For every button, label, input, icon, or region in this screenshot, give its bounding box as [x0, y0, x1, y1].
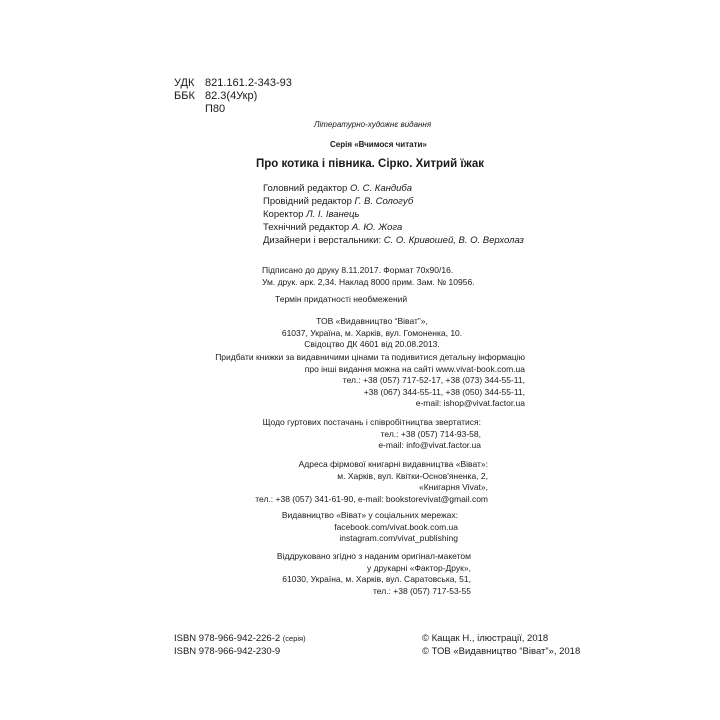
print-info-line: Підписано до друку 8.11.2017. Формат 70х90/16.	[262, 265, 454, 275]
bbk-value: 82.3(4Укр)	[205, 90, 258, 102]
printed-line: Віддруковано згідно з наданим оригінал-макетом	[276, 551, 471, 561]
credit-name: С. О. Кривошей, В. О. Верхолаз	[383, 235, 524, 246]
buy-info-line: Придбати книжки за видавничими цінами та подивитися детальну інформацію	[215, 352, 525, 362]
social-block	[250, 510, 458, 545]
print-info-line: Ум. друк. арк. 2,34. Наклад 8000 прим. Зам. № 10956.	[262, 276, 475, 287]
isbn-book	[174, 646, 280, 657]
buy-info	[214, 352, 525, 410]
credit-role: Провідний редактор	[263, 196, 352, 207]
isbn-series	[174, 633, 306, 644]
credit-role: Коректор	[263, 209, 304, 220]
credit-designers	[263, 235, 524, 246]
copyright-publisher: © ТОВ «Видавництво “Віват”», 2018	[422, 646, 581, 657]
buy-info-line: e-mail: ishop@vivat.factor.ua	[415, 398, 525, 408]
publisher-block	[262, 316, 482, 351]
edition-type: Літературно-художнє видання	[314, 120, 432, 129]
credit-role: Головний редактор	[263, 183, 348, 194]
copyright-illustrations: © Кащак Н., ілюстрації, 2018	[422, 633, 549, 644]
buy-info-line: про інші видання можна на сайті www.vivat-book.com.ua	[304, 363, 525, 374]
shelf-life: Термін придатності необмежений	[275, 294, 408, 304]
social-line: instagram.com/vivat_publishing	[339, 533, 458, 543]
printed-block	[248, 551, 471, 597]
credit-role: Дизайнери і верстальники:	[263, 235, 382, 246]
social-line: facebook.com/vivat.book.com.ua	[334, 521, 458, 532]
printed-line: тел.: +38 (057) 717-53-55	[372, 585, 471, 596]
bbk-label: ББК	[174, 90, 195, 102]
printed-line: 61030, Україна, м. Харків, вул. Саратовська, 51,	[282, 574, 471, 584]
book-title: Про котика і півника. Сірко. Хитрий їжак	[256, 158, 485, 170]
buy-info-line: +38 (067) 344-55-11, +38 (050) 344-55-11,	[363, 386, 525, 397]
store-line: «Книгарня Vivat»,	[419, 482, 488, 492]
credit-name: Г. В. Сологуб	[354, 196, 414, 207]
wholesale-line: e-mail: info@vivat.factor.ua	[378, 440, 481, 450]
cutter-code: П80	[205, 103, 226, 115]
publisher-line: ТОВ «Видавництво “Віват”»,	[316, 316, 428, 326]
credit-proofreader	[263, 209, 359, 220]
isbn-value: ISBN 978-966-942-226-2	[174, 633, 281, 644]
isbn-value: ISBN 978-966-942-230-9	[174, 646, 281, 657]
store-line: тел.: +38 (057) 341-61-90, e-mail: bookstorevivat@gmail.com	[255, 493, 488, 504]
publisher-line: 61037, Україна, м. Харків, вул. Гомоненка, 10.	[281, 327, 463, 338]
credit-name: О. С. Кандиба	[349, 183, 413, 194]
buy-info-line: тел.: +38 (057) 717-52-17, +38 (073) 344-55-11,	[342, 375, 525, 385]
credit-name: Л. І. Іванець	[306, 209, 360, 220]
udk-label: УДК	[174, 77, 195, 89]
credit-lead-editor	[263, 196, 413, 207]
wholesale-line: тел.: +38 (057) 714-93-58,	[380, 428, 481, 439]
publisher-line: Свідоцтво ДК 4601 від 20.08.2013.	[304, 339, 440, 349]
store-line: Адреса фірмової книгарні видавництва «Віват»:	[298, 459, 488, 469]
store-line: м. Харків, вул. Квітки-Основ'яненка, 2,	[337, 470, 488, 481]
print-info	[262, 265, 475, 288]
series-name: Серія «Вчимося читати»	[330, 140, 427, 149]
isbn-note: (серія)	[282, 634, 306, 643]
credit-name: А. Ю. Жога	[351, 222, 403, 233]
credit-role: Технічний редактор	[263, 222, 350, 233]
credit-tech-editor	[263, 222, 402, 233]
store-block	[225, 459, 488, 505]
wholesale-line: Щодо гуртових постачань і співробітництва звертатися:	[262, 417, 481, 427]
wholesale-block	[240, 417, 481, 452]
social-line: Видавництво «Віват» у соціальних мережах:	[281, 510, 458, 520]
udk-value: 821.161.2-343-93	[205, 77, 292, 89]
printed-line: у друкарні «Фактор-Друк»,	[366, 562, 471, 573]
credit-chief-editor	[263, 183, 412, 194]
